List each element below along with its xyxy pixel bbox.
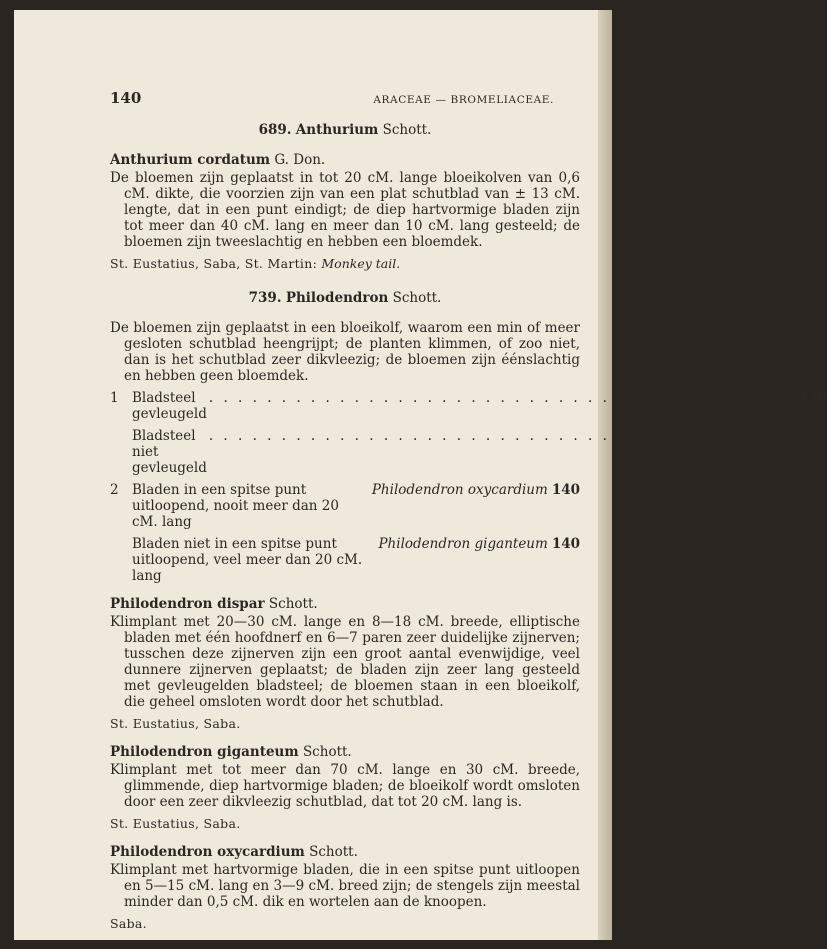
key-reference: Philodendron dispar: [655, 390, 795, 406]
species-heading-anthurium-cordatum: [110, 152, 580, 168]
species-name: Anthurium cordatum: [110, 152, 271, 168]
key-text: Bladsteel gevleugeld: [132, 390, 207, 422]
key-text: Bladsteel niet gevleugeld: [132, 428, 207, 476]
species-heading-philodendron-oxycardium: [110, 844, 580, 860]
species-author: G. Don.: [274, 152, 326, 168]
localities-text: St. Eustatius, Saba, St. Martin:: [110, 256, 318, 271]
species-description: Klimplant met tot meer dan 70 cM. lange en 30 cM. breede, glimmende, diep hartvormige bladen; de bloeikolf wordt omsloten door een zeer dikvleezig schutblad, dat tot 20 cM. lang is.: [110, 762, 580, 810]
key-page: 140: [551, 482, 580, 498]
species-name: Philodendron dispar: [110, 596, 265, 612]
running-head: ARACEAE — BROMELIACEAE.: [373, 94, 554, 106]
identification-key: [110, 390, 827, 584]
key-number: 1: [110, 390, 119, 406]
page-number: 140: [110, 89, 142, 107]
key-entry: [110, 536, 580, 584]
genus-author: Schott.: [392, 290, 442, 306]
common-name: Monkey tail.: [321, 256, 401, 271]
species-heading-philodendron-giganteum: [110, 744, 580, 760]
key-reference: Philodendron oxycardium: [371, 482, 548, 498]
genus-number: 689.: [258, 122, 292, 138]
genus-description: De bloemen zijn geplaatst in een bloeikolf, waarom een min of meer gesloten schutblad heengrijpt; de planten klimmen, of zoo niet, dan is het schutblad zeer dikvleezig; de bloemen zijn éénslachtig en hebben geen bloemdek.: [110, 320, 580, 384]
species-localities: Saba.: [110, 916, 147, 931]
species-localities: St. Eustatius, Saba.: [110, 716, 241, 731]
key-number: 2: [110, 482, 119, 498]
genus-name: Anthurium: [295, 122, 379, 138]
species-author: Schott.: [302, 744, 352, 760]
genus-heading-anthurium: [110, 122, 580, 138]
key-entry: [110, 428, 669, 476]
species-author: Schott.: [309, 844, 358, 860]
page-edge: [598, 10, 612, 940]
key-page: 140: [798, 390, 827, 406]
genus-author: Schott.: [382, 122, 432, 138]
species-localities: [110, 256, 580, 272]
species-description: De bloemen zijn geplaatst in tot 20 cM. lange bloeikolven van 0,6 cM. dikte, die voorzien zijn van een plat schutblad van ± 13 cM. lengte, dat in een punt eindigt; de diep hartvormige bladen zijn tot meer dan 40 cM. lang en meer dan 10 cM. lang gesteeld; de bloemen zijn tweeslachtig en hebben een bloemdek.: [110, 170, 580, 250]
book-page: [14, 10, 827, 940]
leader-dots: . . . . . . . . . . . . . . . . . . . . . . . . . . . . . . .: [208, 428, 654, 444]
key-page: 140: [551, 536, 580, 552]
species-heading-philodendron-dispar: [110, 596, 580, 612]
species-author: Schott.: [268, 596, 318, 612]
key-entry: [110, 390, 827, 422]
genus-name: Philodendron: [285, 290, 389, 306]
page-header: [110, 90, 580, 108]
key-page: 2: [659, 428, 669, 444]
species-description: Klimplant met hartvormige bladen, die in een spitse punt uitloopen en 5—15 cM. lang en 3—9 cM. breed zijn; de stengels zijn meestal minder dan 0,5 cM. dik en wortelen aan de knoopen.: [110, 862, 580, 910]
species-name: Philodendron oxycardium: [110, 844, 305, 860]
page-content: [110, 89, 827, 936]
key-text: Bladen niet in een spitse punt uitloopend, veel meer dan 20 cM. lang: [132, 536, 363, 584]
genus-heading-philodendron: [110, 290, 580, 306]
leader-dots: . . . . . . . . . . . . . . . . . . . . . . . . . . . . . . .: [208, 390, 654, 406]
key-reference: Philodendron giganteum: [378, 536, 548, 552]
key-entry: [110, 482, 580, 530]
species-name: Philodendron giganteum: [110, 744, 299, 760]
key-text: Bladen in een spitse punt uitloopend, nooit meer dan 20 cM. lang: [132, 482, 339, 530]
species-description: Klimplant met 20—30 cM. lange en 8—18 cM. breede, elliptische bladen met één hoofdnerf en 6—7 paren zeer duidelijke zijnerven; tusschen deze zijnerven zijn een groot aantal evenwijdige, veel dunnere zijnerven geplaatst; de bladen zijn zeer lang gesteeld met gevleugelden bladsteel; de bloemen staan in een bloeikolf, die geheel omsloten wordt door het schutblad.: [110, 614, 580, 710]
genus-number: 739.: [248, 290, 282, 306]
species-localities: St. Eustatius, Saba.: [110, 816, 241, 831]
